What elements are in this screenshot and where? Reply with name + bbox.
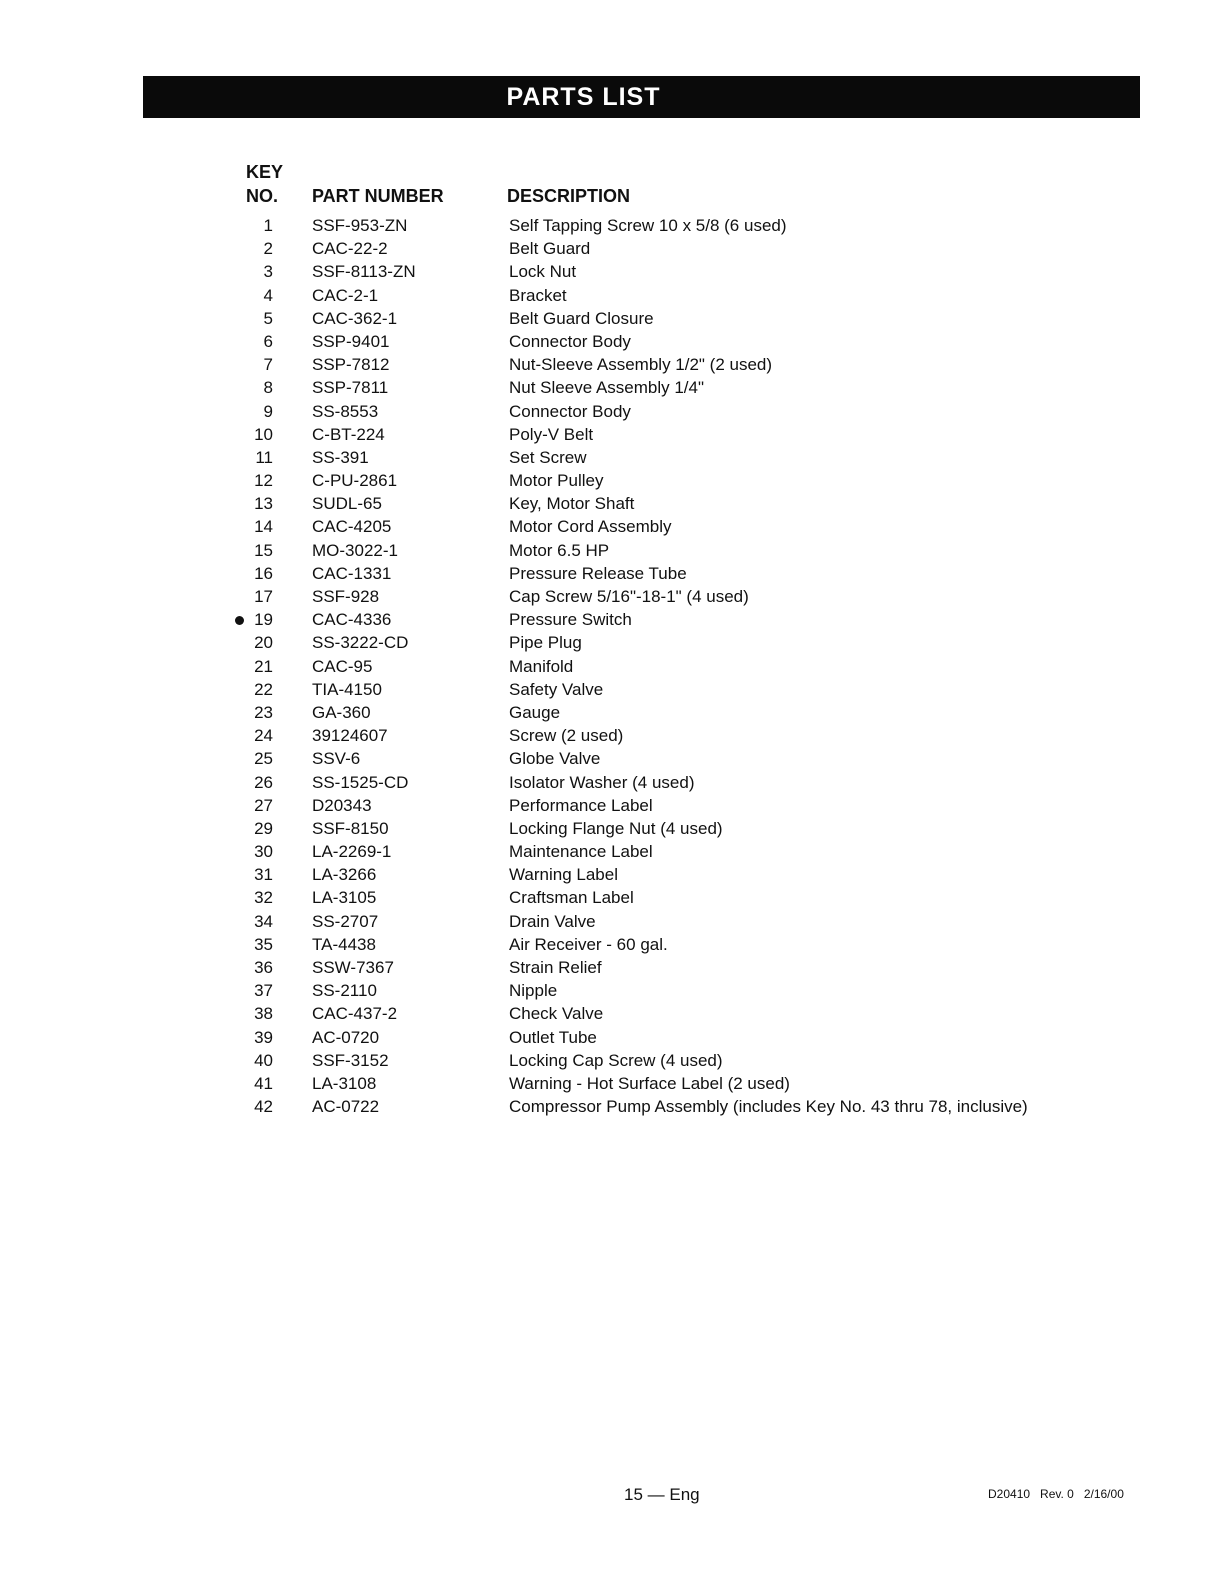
part-description: Connector Body (509, 331, 631, 351)
table-row (0, 539, 1231, 562)
table-row (0, 284, 1231, 307)
part-number: SSW-7367 (312, 958, 394, 977)
part-number: LA-2269-1 (312, 842, 392, 862)
part-number: SSP-7811 (312, 378, 389, 398)
part-number: SSF-953-ZN (312, 216, 408, 235)
part-description: Drain Valve (509, 911, 596, 931)
part-description: Globe Valve (509, 749, 601, 769)
part-description: Belt Guard (509, 239, 591, 259)
part-description: Set Screw (509, 447, 587, 467)
part-number: CAC-4205 (312, 517, 392, 537)
key-number: 15 (254, 540, 273, 560)
key-number: 3 (263, 262, 273, 282)
key-number: 25 (254, 749, 273, 769)
key-number: 39 (254, 1027, 273, 1047)
key-number: 38 (254, 1004, 273, 1024)
part-number: SSP-7812 (312, 355, 390, 375)
part-number: C-BT-224 (312, 424, 385, 444)
part-number: C-PU-2861 (312, 471, 398, 491)
key-header-line2: NO. (246, 186, 279, 206)
part-description: Pressure Release Tube (509, 563, 687, 583)
part-description: Connector Body (509, 401, 631, 421)
part-number: SS-391 (312, 447, 369, 467)
table-row (0, 678, 1231, 701)
part-number: AC-0720 (312, 1027, 380, 1047)
key-number: 34 (254, 911, 273, 931)
table-row (0, 631, 1231, 654)
part-description: Self Tapping Screw 10 x 5/8 (6 used) (509, 216, 787, 235)
part-number: SSF-8113-ZN (312, 262, 416, 282)
parts-table (0, 214, 1231, 1118)
table-row (0, 237, 1231, 260)
part-number: SSV-6 (312, 749, 361, 769)
key-number: 29 (254, 818, 273, 838)
key-number: 14 (254, 517, 273, 537)
table-row (0, 747, 1231, 770)
part-description: Locking Flange Nut (4 used) (509, 818, 723, 838)
table-row (0, 585, 1231, 608)
part-description: Manifold (509, 656, 574, 676)
table-row (0, 886, 1231, 909)
part-description: Isolator Washer (4 used) (509, 772, 695, 792)
part-number: CAC-1331 (312, 563, 392, 583)
part-description: Cap Screw 5/16"-18-1" (4 used) (509, 587, 749, 606)
key-number: 40 (254, 1050, 273, 1070)
part-description: Nut Sleeve Assembly 1/4" (509, 378, 705, 398)
part-number: CAC-22-2 (312, 239, 388, 259)
key-number: 30 (254, 842, 273, 862)
table-row (0, 400, 1231, 423)
part-number: LA-3105 (312, 888, 377, 908)
part-description: Nipple (509, 981, 558, 1001)
part-description: Performance Label (509, 795, 653, 815)
part-description: Gauge (509, 702, 561, 722)
key-number: 20 (254, 633, 273, 653)
part-number: SSP-9401 (312, 331, 390, 351)
key-number: 5 (263, 308, 273, 328)
part-number: SSF-8150 (312, 818, 389, 838)
part-number: SSF-3152 (312, 1050, 389, 1070)
key-header-line1: KEY (246, 162, 284, 182)
key-number: 9 (263, 401, 273, 421)
part-description: Warning - Hot Surface Label (2 used) (509, 1073, 790, 1093)
table-row (0, 840, 1231, 863)
key-number: 8 (263, 378, 273, 398)
key-number: 4 (263, 285, 273, 305)
part-description: Strain Relief (509, 958, 602, 977)
part-number: SS-8553 (312, 401, 379, 421)
table-row (0, 794, 1231, 817)
key-number: 16 (254, 563, 273, 583)
key-number: 37 (254, 981, 273, 1001)
key-number: 27 (254, 795, 273, 815)
part-number: LA-3266 (312, 865, 377, 885)
table-row (0, 724, 1231, 747)
part-description: Motor 6.5 HP (509, 540, 610, 560)
page-number: 15 — Eng (624, 1485, 700, 1504)
key-number: 12 (254, 471, 273, 491)
table-row (0, 1072, 1231, 1095)
part-number: 39124607 (312, 726, 388, 746)
part-description: Compressor Pump Assembly (includes Key No. 43 thru 78, inclusive) (509, 1097, 1028, 1117)
key-number: 11 (255, 447, 273, 467)
part-number: GA-360 (312, 702, 371, 722)
table-row (0, 376, 1231, 399)
part-description: Craftsman Label (509, 888, 634, 908)
key-number: 21 (254, 656, 273, 676)
key-number: 31 (254, 865, 273, 885)
part-number: SS-3222-CD (312, 633, 409, 653)
part-description: Motor Cord Assembly (509, 517, 672, 537)
part-description: Outlet Tube (509, 1027, 597, 1047)
table-row (0, 492, 1231, 515)
table-row (0, 979, 1231, 1002)
document-revision: D20410 Rev. 0 2/16/00 (988, 1487, 1124, 1501)
part-number: SUDL-65 (312, 494, 382, 514)
key-number: 36 (254, 958, 273, 977)
part-description: Pipe Plug (509, 633, 582, 653)
key-number: 23 (254, 702, 273, 722)
part-description: Warning Label (509, 865, 618, 885)
part-description: Motor Pulley (509, 471, 604, 491)
table-row (0, 307, 1231, 330)
key-number: 13 (254, 494, 273, 514)
table-row (0, 771, 1231, 794)
part-description: Screw (2 used) (509, 726, 624, 746)
table-row (0, 330, 1231, 353)
key-number: 32 (254, 888, 273, 908)
part-number: SSF-928 (312, 587, 380, 606)
part-description: Nut-Sleeve Assembly 1/2" (2 used) (509, 355, 773, 375)
part-description: Poly-V Belt (509, 424, 594, 444)
part-description: Belt Guard Closure (509, 308, 654, 328)
key-number: 7 (263, 355, 273, 375)
key-number: 1 (263, 216, 273, 235)
part-number: SS-2707 (312, 911, 379, 931)
part-number: LA-3108 (312, 1073, 377, 1093)
table-row (0, 910, 1231, 933)
table-row (0, 1026, 1231, 1049)
key-number: 41 (254, 1073, 273, 1093)
table-row (0, 701, 1231, 724)
part-number-header: PART NUMBER (312, 186, 444, 206)
part-description: Check Valve (509, 1004, 604, 1024)
part-description: Air Receiver - 60 gal. (509, 934, 668, 954)
table-row (0, 1095, 1231, 1118)
description-header: DESCRIPTION (507, 186, 631, 206)
table-row (0, 863, 1231, 886)
key-number: 35 (254, 934, 273, 954)
key-number: 6 (263, 331, 273, 351)
part-description: Bracket (509, 285, 567, 305)
part-description: Locking Cap Screw (4 used) (509, 1050, 723, 1070)
part-description: Maintenance Label (509, 842, 653, 862)
page-title: PARTS LIST (506, 82, 661, 111)
part-number: CAC-362-1 (312, 308, 398, 328)
key-number: 10 (254, 424, 273, 444)
part-number: TIA-4150 (312, 679, 382, 699)
part-number: MO-3022-1 (312, 540, 398, 560)
part-number: CAC-2-1 (312, 285, 379, 305)
key-number: 42 (254, 1097, 273, 1117)
part-number: SS-1525-CD (312, 772, 409, 792)
part-number: CAC-437-2 (312, 1004, 398, 1024)
table-row (0, 817, 1231, 840)
part-number: TA-4438 (312, 934, 376, 954)
table-row (0, 260, 1231, 283)
part-number: CAC-95 (312, 656, 373, 676)
table-row (0, 1002, 1231, 1025)
table-row (0, 608, 1231, 631)
table-row (0, 1049, 1231, 1072)
table-row (0, 469, 1231, 492)
part-number: D20343 (312, 795, 372, 815)
table-row (0, 562, 1231, 585)
table-row (0, 515, 1231, 538)
table-row (0, 423, 1231, 446)
table-row (0, 214, 1231, 237)
key-number: 19 (254, 610, 273, 630)
table-row (0, 933, 1231, 956)
table-row (0, 446, 1231, 469)
key-number: 26 (254, 772, 273, 792)
table-row (0, 956, 1231, 979)
part-description: Pressure Switch (509, 610, 632, 630)
part-number: SS-2110 (312, 981, 377, 1001)
parts-list-banner (143, 76, 1140, 118)
part-description: Lock Nut (509, 262, 577, 282)
key-number: 22 (254, 679, 273, 699)
key-number: 17 (254, 587, 273, 606)
key-number: 24 (254, 726, 273, 746)
table-row (0, 655, 1231, 678)
key-number: 2 (263, 239, 273, 259)
table-row (0, 353, 1231, 376)
part-number: CAC-4336 (312, 610, 392, 630)
part-description: Safety Valve (509, 679, 604, 699)
part-description: Key, Motor Shaft (509, 494, 635, 514)
part-number: AC-0722 (312, 1097, 380, 1117)
